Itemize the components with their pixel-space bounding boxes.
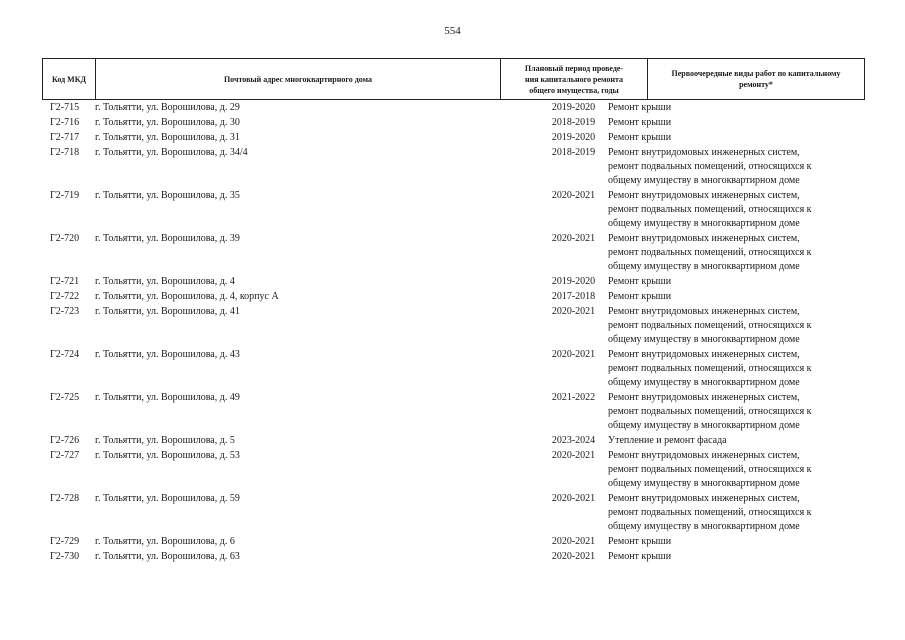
row-address: г. Тольятти, ул. Ворошилова, д. 35 xyxy=(95,190,240,201)
row-works: Ремонт крыши xyxy=(608,536,672,547)
row-code: Г2-723 xyxy=(50,306,80,317)
header-works: Первоочередные виды работ по капитальному ремонту* xyxy=(647,59,865,99)
row-address: г. Тольятти, ул. Ворошилова, д. 34/4 xyxy=(95,147,248,158)
row-works: Ремонт внутридомовых инженерных систем, ремонт подвальных помещений, относящихся к общему имуществу в многоквартирном доме xyxy=(608,450,812,489)
row-works: Ремонт крыши xyxy=(608,102,672,113)
table-row xyxy=(42,434,865,449)
row-address: г. Тольятти, ул. Ворошилова, д. 39 xyxy=(95,233,240,244)
table-row xyxy=(42,275,865,290)
row-address: г. Тольятти, ул. Ворошилова, д. 43 xyxy=(95,349,240,360)
row-period: 2020-2021 xyxy=(551,233,596,244)
header-address: Почтовый адрес многоквартирного дома xyxy=(95,59,500,99)
row-address: г. Тольятти, ул. Ворошилова, д. 5 xyxy=(95,435,235,446)
table-row xyxy=(42,449,865,492)
table-row xyxy=(42,348,865,391)
row-code: Г2-730 xyxy=(50,551,80,562)
row-code: Г2-715 xyxy=(50,102,80,113)
row-period: 2020-2021 xyxy=(551,551,596,562)
table-row xyxy=(42,131,865,146)
row-period: 2020-2021 xyxy=(551,536,596,547)
row-code: Г2-718 xyxy=(50,147,80,158)
row-period: 2018-2019 xyxy=(551,117,596,128)
row-works: Утепление и ремонт фасада xyxy=(608,435,727,446)
row-code: Г2-719 xyxy=(50,190,80,201)
row-code: Г2-728 xyxy=(50,493,80,504)
row-address: г. Тольятти, ул. Ворошилова, д. 31 xyxy=(95,132,240,143)
row-works: Ремонт крыши xyxy=(608,291,672,302)
table-row xyxy=(42,492,865,535)
header-code: Код МКД xyxy=(42,59,95,99)
row-code: Г2-727 xyxy=(50,450,80,461)
row-works: Ремонт внутридомовых инженерных систем, ремонт подвальных помещений, относящихся к общему имуществу в многоквартирном доме xyxy=(608,190,812,229)
row-code: Г2-721 xyxy=(50,276,80,287)
row-address: г. Тольятти, ул. Ворошилова, д. 41 xyxy=(95,306,240,317)
row-address: г. Тольятти, ул. Ворошилова, д. 4, корпус А xyxy=(95,291,279,302)
row-code: Г2-726 xyxy=(50,435,80,446)
row-works: Ремонт крыши xyxy=(608,117,672,128)
row-period: 2018-2019 xyxy=(551,147,596,158)
row-works: Ремонт крыши xyxy=(608,276,672,287)
row-period: 2023-2024 xyxy=(551,435,596,446)
row-period: 2020-2021 xyxy=(551,190,596,201)
row-address: г. Тольятти, ул. Ворошилова, д. 53 xyxy=(95,450,240,461)
table-row xyxy=(42,189,865,232)
row-period: 2019-2020 xyxy=(551,102,596,113)
table-row xyxy=(42,391,865,434)
row-code: Г2-724 xyxy=(50,349,80,360)
row-works: Ремонт внутридомовых инженерных систем, ремонт подвальных помещений, относящихся к общему имуществу в многоквартирном доме xyxy=(608,306,812,345)
row-period: 2019-2020 xyxy=(551,132,596,143)
row-address: г. Тольятти, ул. Ворошилова, д. 49 xyxy=(95,392,240,403)
row-code: Г2-729 xyxy=(50,536,80,547)
table-body xyxy=(42,101,865,565)
row-works: Ремонт внутридомовых инженерных систем, ремонт подвальных помещений, относящихся к общему имуществу в многоквартирном доме xyxy=(608,392,812,431)
page-number: 554 xyxy=(444,25,461,37)
table-row xyxy=(42,101,865,116)
row-period: 2019-2020 xyxy=(551,276,596,287)
row-address: г. Тольятти, ул. Ворошилова, д. 30 xyxy=(95,117,240,128)
table-row xyxy=(42,232,865,275)
table-row xyxy=(42,116,865,131)
row-works: Ремонт внутридомовых инженерных систем, ремонт подвальных помещений, относящихся к общему имуществу в многоквартирном доме xyxy=(608,147,812,186)
table-row xyxy=(42,535,865,550)
row-code: Г2-716 xyxy=(50,117,80,128)
header-period: Плановый период проведе- ния капитального ремонта общего имущества, годы xyxy=(500,59,647,99)
row-period: 2017-2018 xyxy=(551,291,596,302)
table-header xyxy=(42,58,865,100)
row-works: Ремонт внутридомовых инженерных систем, ремонт подвальных помещений, относящихся к общему имуществу в многоквартирном доме xyxy=(608,233,812,272)
row-works: Ремонт крыши xyxy=(608,132,672,143)
table-row xyxy=(42,550,865,565)
row-code: Г2-722 xyxy=(50,291,80,302)
row-period: 2021-2022 xyxy=(551,392,596,403)
row-address: г. Тольятти, ул. Ворошилова, д. 59 xyxy=(95,493,240,504)
row-address: г. Тольятти, ул. Ворошилова, д. 4 xyxy=(95,276,235,287)
row-period: 2020-2021 xyxy=(551,349,596,360)
row-address: г. Тольятти, ул. Ворошилова, д. 6 xyxy=(95,536,235,547)
row-period: 2020-2021 xyxy=(551,450,596,461)
row-period: 2020-2021 xyxy=(551,306,596,317)
row-period: 2020-2021 xyxy=(551,493,596,504)
row-address: г. Тольятти, ул. Ворошилова, д. 63 xyxy=(95,551,240,562)
row-works: Ремонт крыши xyxy=(608,551,672,562)
row-code: Г2-717 xyxy=(50,132,80,143)
row-address: г. Тольятти, ул. Ворошилова, д. 29 xyxy=(95,102,240,113)
table-row xyxy=(42,290,865,305)
row-code: Г2-725 xyxy=(50,392,80,403)
row-works: Ремонт внутридомовых инженерных систем, ремонт подвальных помещений, относящихся к общему имуществу в многоквартирном доме xyxy=(608,349,812,388)
table-row xyxy=(42,305,865,348)
row-code: Г2-720 xyxy=(50,233,80,244)
row-works: Ремонт внутридомовых инженерных систем, ремонт подвальных помещений, относящихся к общему имуществу в многоквартирном доме xyxy=(608,493,812,532)
table-row xyxy=(42,146,865,189)
